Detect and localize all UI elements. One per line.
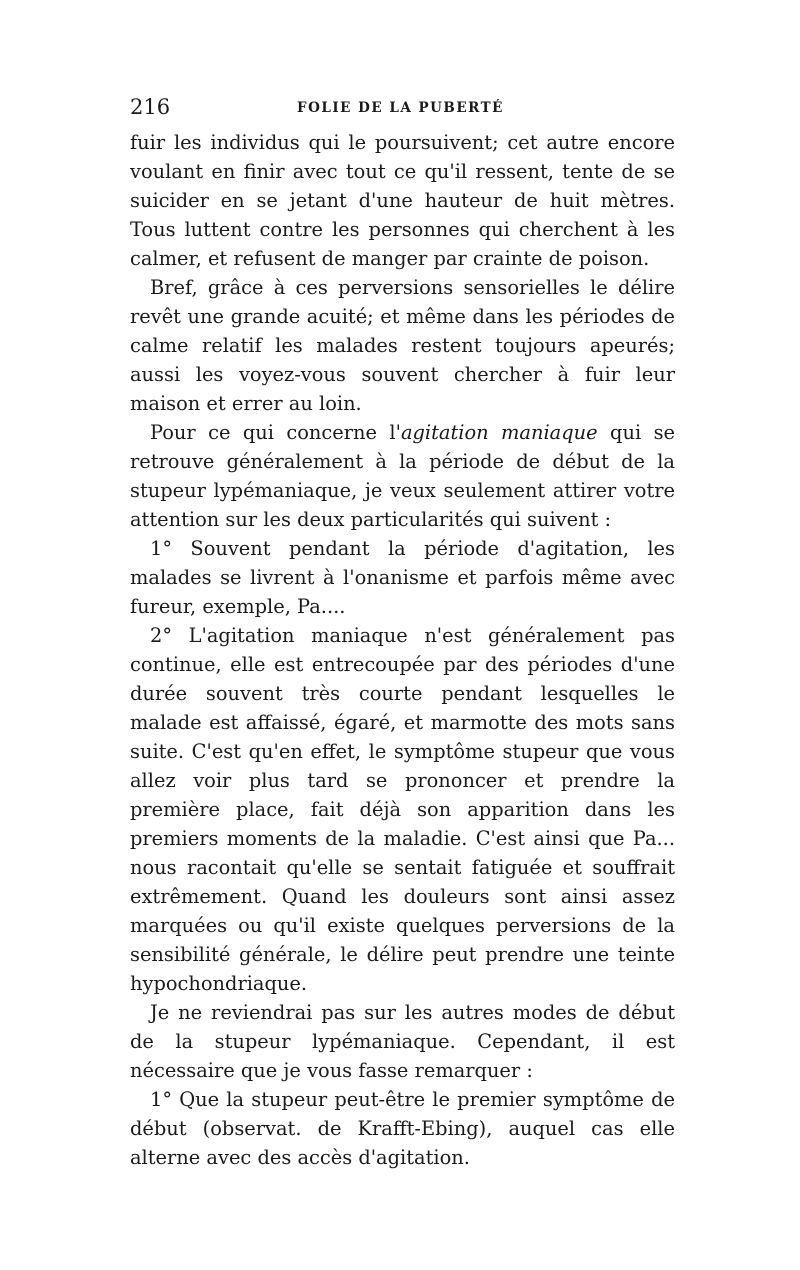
paragraph-agitation-lead: Pour ce qui concerne l'	[150, 421, 401, 444]
paragraph-point-2: 2° L'agitation maniaque n'est généralement pas continue, elle est entrecoupée par des périodes d'une durée souvent très courte pendant lesquelles le malade est affaissé, égaré, et marmotte des mots sans suite. C'est qu'en effet, le symptôme stupeur que vous allez voir plus tard se prononcer et prendre la première place, fait déjà son apparition dans les premiers moments de la maladie. C'est ainsi que Pa... nous racontait qu'elle se sentait fatiguée et souffrait extrêmement. Quand les douleurs sont ainsi assez marquées ou qu'il existe quelques perversions de la sensibilité générale, le délire peut prendre une teinte hypochondriaque.	[130, 624, 675, 995]
paragraph-agitation-rest: qui se retrouve généralement à la période de début de la stupeur lypémaniaque, je veux seulement attirer votre attention sur les deux particularités qui suivent :	[130, 421, 675, 531]
italic-term: agitation maniaque	[400, 421, 598, 444]
paragraph-point-1: 1° Souvent pendant la période d'agitation, les malades se livrent à l'onanisme et parfois même avec fureur, exemple, Pa....	[130, 537, 675, 618]
running-head	[130, 94, 675, 124]
paragraph-agitation	[130, 418, 675, 534]
paragraph-perversions: Bref, grâce à ces perversions sensorielles le délire revêt une grande acuité; et même dans les périodes de calme relatif les malades restent toujours apeurés; aussi les voyez-vous souvent chercher à fuir leur maison et errer au loin.	[130, 276, 675, 415]
page-number: 216	[130, 95, 171, 119]
paragraph-continuation: fuir les individus qui le poursuivent; cet autre encore voulant en finir avec tout ce qu'il ressent, tente de se suicider en se jetant d'une hauteur de huit mètres. Tous luttent contre les personnes qui cherchent à les calmer, et refusent de manger par crainte de poison.	[130, 131, 675, 270]
body-text	[130, 128, 675, 1172]
paragraph-stupeur-first: 1° Que la stupeur peut-être le premier symptôme de début (observat. de Krafft-Ebing), auquel cas elle alterne avec des accès d'agitation.	[130, 1088, 675, 1169]
running-title: FOLIE DE LA PUBERTÉ	[297, 100, 504, 116]
paragraph-other-modes: Je ne reviendrai pas sur les autres modes de début de la stupeur lypémaniaque. Cependant, il est nécessaire que je vous fasse remarquer :	[130, 1001, 675, 1082]
